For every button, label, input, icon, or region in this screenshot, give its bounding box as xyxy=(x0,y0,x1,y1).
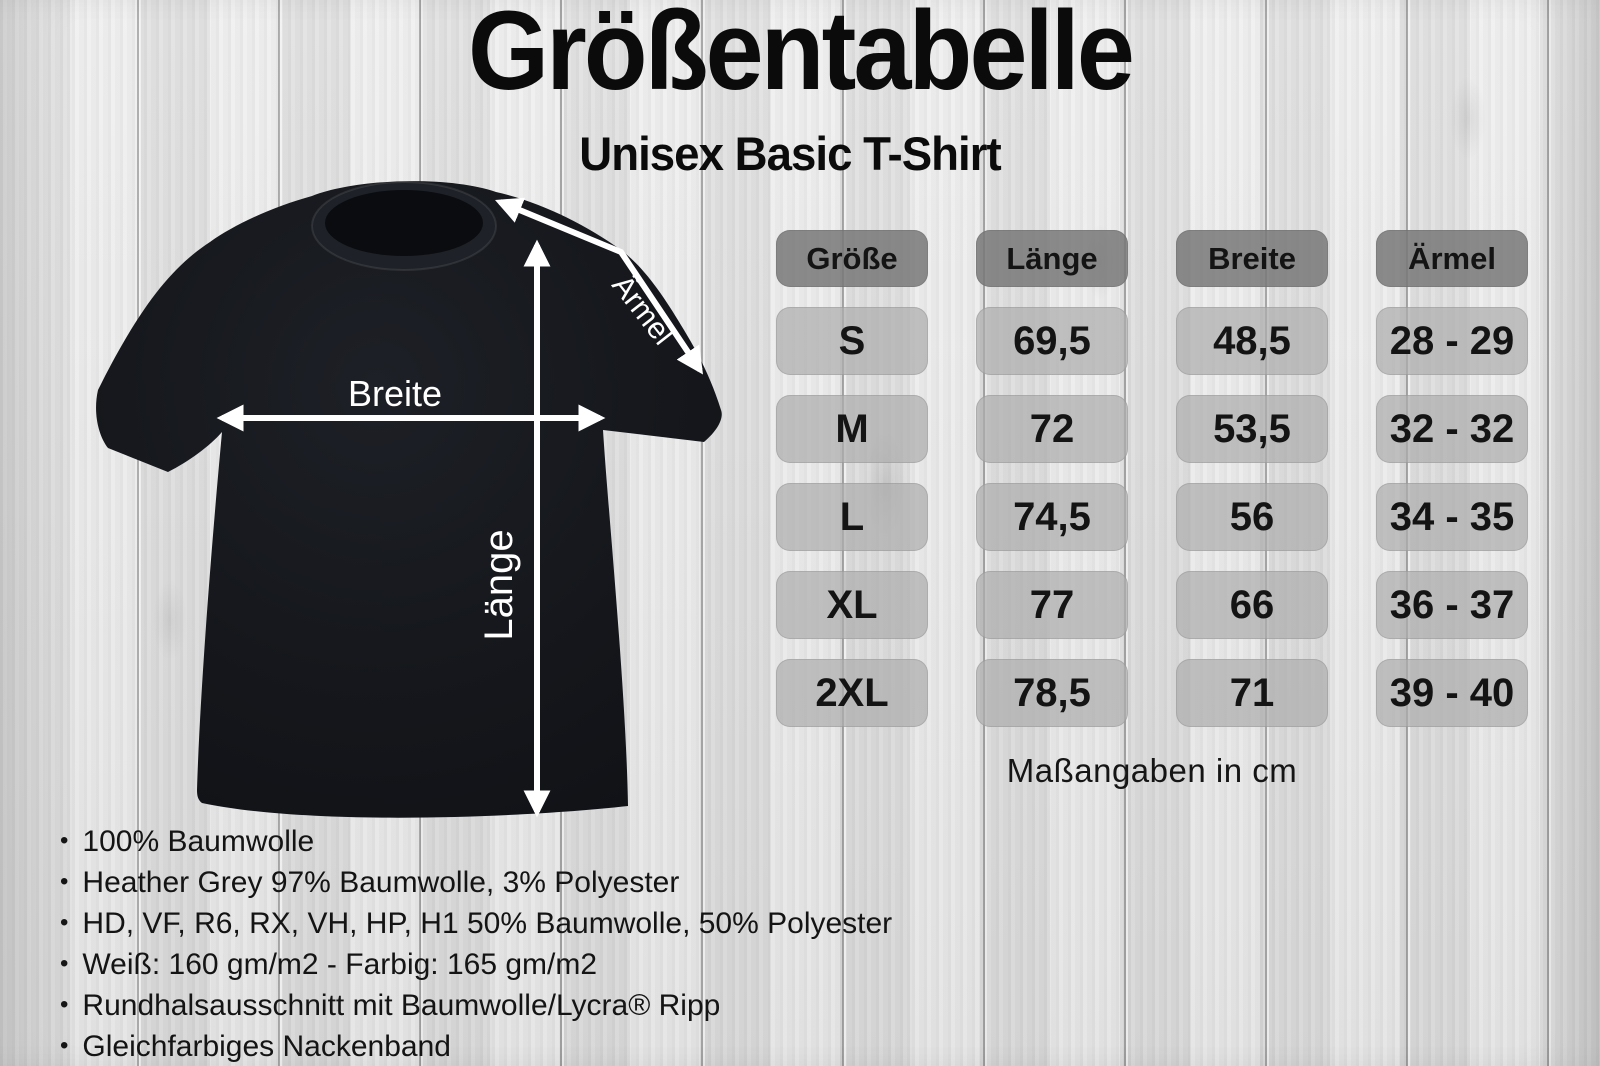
feature-item: • Gleichfarbiges Nackenband xyxy=(60,1027,892,1066)
row-s-size: S xyxy=(776,307,928,375)
row-2xl-width: 71 xyxy=(1176,659,1328,727)
row-l-length: 74,5 xyxy=(976,483,1128,551)
row-s-sleeve: 28 - 29 xyxy=(1376,307,1528,375)
header-length: Länge xyxy=(976,230,1128,287)
row-s-width: 48,5 xyxy=(1176,307,1328,375)
header-sleeve: Ärmel xyxy=(1376,230,1528,287)
row-xl-sleeve: 36 - 37 xyxy=(1376,571,1528,639)
row-xl-length: 77 xyxy=(976,571,1128,639)
header-width: Breite xyxy=(1176,230,1328,287)
header-size: Größe xyxy=(776,230,928,287)
row-m-sleeve: 32 - 32 xyxy=(1376,395,1528,463)
row-s-length: 69,5 xyxy=(976,307,1128,375)
feature-item: • Rundhalsausschnitt mit Baumwolle/Lycra® Ripp xyxy=(60,986,892,1027)
row-m-length: 72 xyxy=(976,395,1128,463)
row-l-width: 56 xyxy=(1176,483,1328,551)
length-arrow-label: Länge xyxy=(477,529,521,641)
page-subtitle: Unisex Basic T-Shirt xyxy=(579,127,1001,180)
collar-opening xyxy=(325,190,483,256)
row-2xl-sleeve: 39 - 40 xyxy=(1376,659,1528,727)
page-title: Größentabelle xyxy=(467,0,1133,113)
row-xl-width: 66 xyxy=(1176,571,1328,639)
units-note: Maßangaben in cm xyxy=(1006,752,1298,789)
feature-item: • HD, VF, R6, RX, VH, HP, H1 50% Baumwolle, 50% Polyester xyxy=(60,904,892,945)
sleeve-arrow-label: Ärmel xyxy=(605,269,680,352)
row-m-width: 53,5 xyxy=(1176,395,1328,463)
row-l-sleeve: 34 - 35 xyxy=(1376,483,1528,551)
feature-item: • Heather Grey 97% Baumwolle, 3% Polyester xyxy=(60,863,892,904)
feature-item: • Weiß: 160 gm/m2 - Farbig: 165 gm/m2 xyxy=(60,945,892,986)
size-table xyxy=(776,230,1528,727)
row-2xl-length: 78,5 xyxy=(976,659,1128,727)
width-arrow-label: Breite xyxy=(347,373,443,414)
row-m-size: M xyxy=(776,395,928,463)
row-xl-size: XL xyxy=(776,571,928,639)
row-l-size: L xyxy=(776,483,928,551)
row-2xl-size: 2XL xyxy=(776,659,928,727)
feature-item: • 100% Baumwolle xyxy=(60,822,892,863)
tshirt-measurement-figure xyxy=(60,150,760,850)
feature-list xyxy=(60,822,892,1066)
